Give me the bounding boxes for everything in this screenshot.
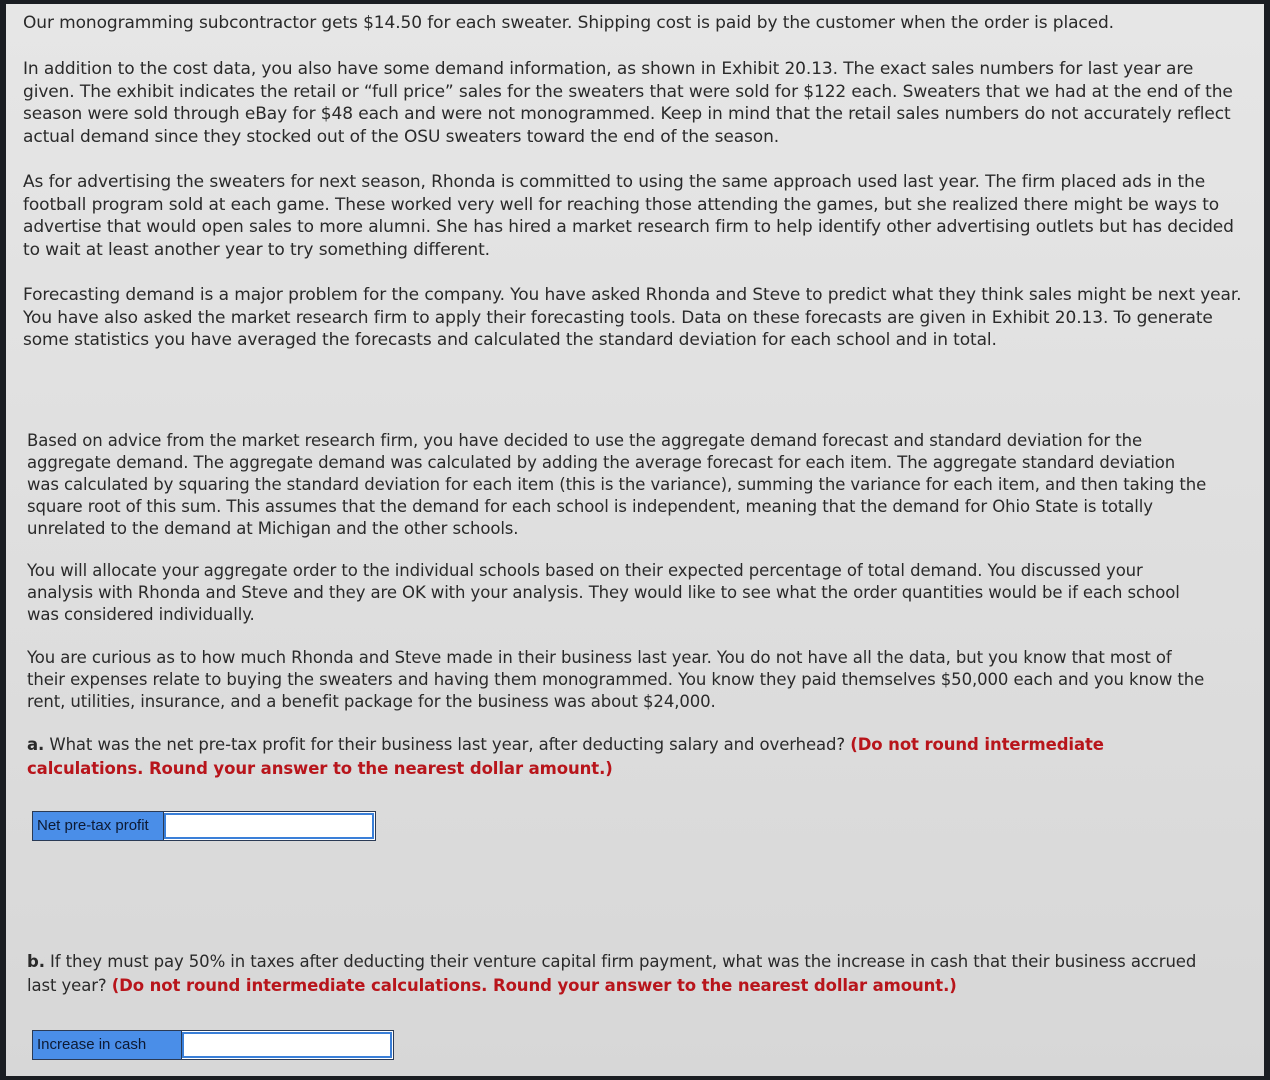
- paragraph-advertising: As for advertising the sweaters for next season, Rhonda is committed to using the same approach used last year. The firm placed ads in the football program sold at each game. These worked very well for reaching those attending the games, but she realized there might be ways to advertise that would open sales to more alumni. She has hired a market research firm to help identify other advertising outlets but has decided to wait at least another year to try something different.: [23, 172, 1234, 260]
- paragraph-allocation: You will allocate your aggregate order to the individual schools based on their expected percentage of total demand. You discussed your analysis with Rhonda and Steve and they are OK with your analysis. They would like to see what the order quantities would be if each school was considered individually.: [27, 561, 1180, 624]
- net-pretax-profit-answer-row: [32, 811, 376, 841]
- question-b-text: If they must pay 50% in taxes after deducting their venture capital firm payment, what was the increase in cash that their business accrued last year?: [27, 952, 1197, 995]
- increase-in-cash-label: Increase in cash: [33, 1031, 181, 1059]
- question-a: [27, 733, 1207, 781]
- paragraph-aggregate-demand: Based on advice from the market research firm, you have decided to use the aggregate demand forecast and standard deviation for the aggregate demand. The aggregate demand was calculated by adding the average forecast for each item. The aggregate standard deviation was calculated by squaring the standard deviation for each item (this is the variance), summing the variance for each item, and then taking the square root of this sum. This assumes that the demand for each school is independent, meaning that the demand for Ohio State is totally unrelated to the demand at Michigan and the other schools.: [27, 431, 1207, 538]
- net-pretax-profit-input[interactable]: [163, 812, 375, 840]
- question-b: [27, 950, 1207, 998]
- question-a-instruction: (Do not round intermediate calculations. Round your answer to the nearest dollar amount.): [27, 735, 1104, 778]
- paragraph-business-earnings: You are curious as to how much Rhonda and Steve made in their business last year. You do not have all the data, but you know that most of their expenses relate to buying the sweaters and having them monogrammed. You know they paid themselves $50,000 each and you know the rent, utilities, insurance, and a benefit package for the business was about $24,000.: [27, 648, 1205, 711]
- question-a-text: What was the net pre-tax profit for their business last year, after deducting salary and overhead?: [44, 735, 851, 754]
- question-b-label: b.: [27, 952, 45, 971]
- paragraph-forecasting: Forecasting demand is a major problem for the company. You have asked Rhonda and Steve to predict what they think sales might be next year. You have also asked the market research firm to apply their forecasting tools. Data on these forecasts are given in Exhibit 20.13. To generate some statistics you have averaged the forecasts and calculated the standard deviation for each school and in total.: [23, 285, 1242, 350]
- question-a-label: a.: [27, 735, 45, 754]
- paragraph-demand-information: In addition to the cost data, you also have some demand information, as shown in Exhibit 20.13. The exact sales numbers for last year are given. The exhibit indicates the retail or “full price” sales for the sweaters that were sold for $122 each. Sweaters that we had at the end of the season were sold through eBay for $48 each and were not monogrammed. Keep in mind that the retail sales numbers do not accurately reflect actual demand since they stocked out of the OSU sweaters toward the end of the season.: [23, 59, 1233, 147]
- increase-in-cash-answer-row: [32, 1030, 394, 1060]
- net-pretax-profit-label: Net pre-tax profit: [33, 812, 163, 840]
- paragraph-subcontractor-cost: Our monogramming subcontractor gets $14.50 for each sweater. Shipping cost is paid by the customer when the order is placed.: [23, 13, 1114, 33]
- problem-page: [6, 4, 1264, 1076]
- increase-in-cash-input[interactable]: [181, 1031, 393, 1059]
- question-b-instruction: (Do not round intermediate calculations. Round your answer to the nearest dollar amount.): [111, 976, 957, 995]
